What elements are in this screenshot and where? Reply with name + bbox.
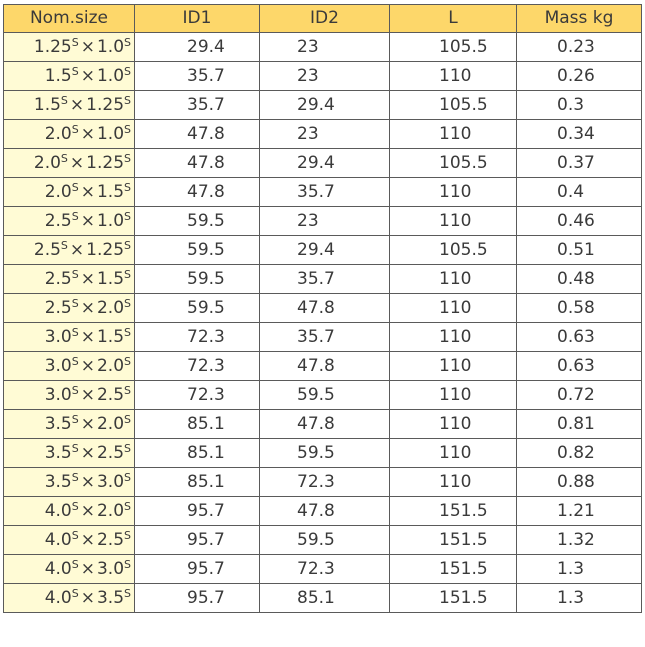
mass-cell: 0.81	[517, 410, 642, 439]
size-a-suffix: S	[71, 441, 79, 455]
id1-cell: 47.8	[135, 149, 260, 178]
nom-size-cell	[4, 584, 135, 613]
id2-cell: 35.7	[260, 265, 390, 294]
times-sign: ×	[69, 94, 85, 115]
nom-size-cell	[4, 236, 135, 265]
id1-cell: 72.3	[135, 323, 260, 352]
table-row	[4, 584, 642, 613]
size-a-suffix: S	[71, 470, 79, 484]
header-id1: ID1	[135, 5, 260, 33]
nom-size-cell	[4, 62, 135, 91]
nom-size-cell	[4, 323, 135, 352]
header-length: L	[390, 5, 517, 33]
nom-size-cell	[4, 294, 135, 323]
size-b: 2.5	[96, 384, 125, 405]
table-row	[4, 62, 642, 91]
size-a-suffix: S	[71, 180, 79, 194]
length-cell: 110	[390, 410, 517, 439]
id2-cell: 23	[260, 33, 390, 62]
times-sign: ×	[80, 587, 95, 608]
size-a: 1.5	[33, 94, 61, 115]
mass-cell: 0.72	[517, 381, 642, 410]
table-row	[4, 381, 642, 410]
times-sign: ×	[80, 413, 95, 434]
table-row	[4, 178, 642, 207]
size-b-suffix: S	[124, 412, 131, 426]
size-b: 2.0	[96, 297, 125, 318]
id2-cell: 72.3	[260, 468, 390, 497]
id2-cell: 35.7	[260, 323, 390, 352]
size-a-suffix: S	[71, 122, 79, 136]
size-a-suffix: S	[71, 586, 79, 600]
table-row	[4, 468, 642, 497]
id1-cell: 95.7	[135, 526, 260, 555]
length-cell: 110	[390, 381, 517, 410]
nom-size-cell	[4, 497, 135, 526]
nom-size-cell	[4, 178, 135, 207]
length-cell: 110	[390, 62, 517, 91]
size-a: 2.5	[44, 268, 72, 289]
length-cell: 110	[390, 178, 517, 207]
id2-cell: 47.8	[260, 294, 390, 323]
nom-size-cell	[4, 352, 135, 381]
size-b: 2.0	[96, 355, 125, 376]
size-b: 1.5	[96, 268, 125, 289]
size-a: 2.5	[33, 239, 61, 260]
size-a: 3.0	[44, 355, 72, 376]
size-b-suffix: S	[124, 93, 131, 107]
mass-cell: 1.32	[517, 526, 642, 555]
table-row	[4, 120, 642, 149]
size-a: 4.0	[44, 529, 72, 550]
id1-cell: 35.7	[135, 91, 260, 120]
times-sign: ×	[80, 500, 95, 521]
size-b-suffix: S	[124, 499, 131, 513]
id2-cell: 23	[260, 207, 390, 236]
times-sign: ×	[80, 529, 95, 550]
size-a-suffix: S	[71, 64, 79, 78]
mass-cell: 1.21	[517, 497, 642, 526]
table-row	[4, 33, 642, 62]
mass-cell: 0.46	[517, 207, 642, 236]
mass-cell: 0.37	[517, 149, 642, 178]
nom-size-cell	[4, 265, 135, 294]
id1-cell: 95.7	[135, 555, 260, 584]
size-b: 1.25	[86, 152, 125, 173]
mass-cell: 0.48	[517, 265, 642, 294]
table-row	[4, 265, 642, 294]
nom-size-cell	[4, 555, 135, 584]
size-a: 3.5	[44, 413, 72, 434]
size-a-suffix: S	[71, 383, 79, 397]
id1-cell: 35.7	[135, 62, 260, 91]
mass-cell: 0.4	[517, 178, 642, 207]
length-cell: 151.5	[390, 497, 517, 526]
size-b: 1.25	[86, 239, 125, 260]
header-nom-size: Nom.size	[4, 5, 135, 33]
id1-cell: 59.5	[135, 265, 260, 294]
id1-cell: 59.5	[135, 207, 260, 236]
size-a-suffix: S	[60, 151, 68, 165]
size-b-suffix: S	[124, 35, 131, 49]
table-row	[4, 555, 642, 584]
size-b-suffix: S	[124, 441, 131, 455]
mass-cell: 1.3	[517, 555, 642, 584]
id1-cell: 59.5	[135, 294, 260, 323]
id1-cell: 59.5	[135, 236, 260, 265]
header-id2: ID2	[260, 5, 390, 33]
size-a: 2.5	[44, 297, 72, 318]
length-cell: 105.5	[390, 236, 517, 265]
size-a: 4.0	[44, 500, 72, 521]
size-a-suffix: S	[71, 209, 79, 223]
id2-cell: 29.4	[260, 236, 390, 265]
mass-cell: 0.82	[517, 439, 642, 468]
size-b-suffix: S	[124, 470, 131, 484]
table-row	[4, 497, 642, 526]
size-b: 3.5	[96, 587, 125, 608]
size-a: 3.0	[44, 326, 72, 347]
times-sign: ×	[80, 355, 95, 376]
length-cell: 110	[390, 323, 517, 352]
size-b: 1.5	[96, 181, 125, 202]
id2-cell: 29.4	[260, 91, 390, 120]
length-cell: 110	[390, 352, 517, 381]
table-body	[4, 33, 642, 613]
nom-size-cell	[4, 207, 135, 236]
size-b: 3.0	[96, 558, 125, 579]
size-b-suffix: S	[124, 557, 131, 571]
id1-cell: 47.8	[135, 120, 260, 149]
table-row	[4, 207, 642, 236]
id1-cell: 29.4	[135, 33, 260, 62]
nom-size-cell	[4, 381, 135, 410]
mass-cell: 0.63	[517, 352, 642, 381]
nom-size-cell	[4, 120, 135, 149]
mass-cell: 1.3	[517, 584, 642, 613]
nom-size-cell	[4, 526, 135, 555]
size-a-suffix: S	[71, 325, 79, 339]
times-sign: ×	[80, 326, 95, 347]
length-cell: 110	[390, 207, 517, 236]
table-row	[4, 236, 642, 265]
id2-cell: 47.8	[260, 497, 390, 526]
times-sign: ×	[80, 384, 95, 405]
times-sign: ×	[80, 36, 95, 57]
length-cell: 105.5	[390, 149, 517, 178]
id2-cell: 85.1	[260, 584, 390, 613]
table-row	[4, 294, 642, 323]
size-b: 2.5	[96, 529, 125, 550]
length-cell: 105.5	[390, 33, 517, 62]
id1-cell: 72.3	[135, 381, 260, 410]
size-a-suffix: S	[71, 296, 79, 310]
id1-cell: 85.1	[135, 410, 260, 439]
size-b: 1.5	[96, 326, 125, 347]
length-cell: 110	[390, 468, 517, 497]
size-b-suffix: S	[124, 238, 131, 252]
size-b-suffix: S	[124, 528, 131, 542]
times-sign: ×	[80, 471, 95, 492]
length-cell: 110	[390, 294, 517, 323]
nom-size-cell	[4, 468, 135, 497]
nom-size-cell	[4, 149, 135, 178]
size-b-suffix: S	[124, 122, 131, 136]
size-a: 3.0	[44, 384, 72, 405]
size-b-suffix: S	[124, 354, 131, 368]
length-cell: 110	[390, 120, 517, 149]
size-a-suffix: S	[71, 557, 79, 571]
size-b-suffix: S	[124, 209, 131, 223]
length-cell: 105.5	[390, 91, 517, 120]
id2-cell: 59.5	[260, 381, 390, 410]
size-a-suffix: S	[71, 412, 79, 426]
size-a: 4.0	[44, 558, 72, 579]
mass-cell: 0.63	[517, 323, 642, 352]
size-a: 2.0	[44, 123, 72, 144]
size-b: 1.0	[96, 36, 125, 57]
size-b-suffix: S	[124, 586, 131, 600]
size-a: 3.5	[44, 471, 72, 492]
times-sign: ×	[80, 558, 95, 579]
times-sign: ×	[69, 239, 85, 260]
size-a-suffix: S	[71, 354, 79, 368]
size-b: 3.0	[96, 471, 125, 492]
id1-cell: 72.3	[135, 352, 260, 381]
length-cell: 110	[390, 265, 517, 294]
size-a: 4.0	[44, 587, 72, 608]
id1-cell: 85.1	[135, 439, 260, 468]
length-cell: 151.5	[390, 555, 517, 584]
id2-cell: 59.5	[260, 526, 390, 555]
id2-cell: 47.8	[260, 352, 390, 381]
size-a: 3.5	[44, 442, 72, 463]
size-b: 2.0	[96, 500, 125, 521]
times-sign: ×	[80, 181, 95, 202]
times-sign: ×	[80, 123, 95, 144]
size-a: 2.0	[44, 181, 72, 202]
id2-cell: 59.5	[260, 439, 390, 468]
times-sign: ×	[80, 297, 95, 318]
id2-cell: 23	[260, 62, 390, 91]
header-mass: Mass kg	[517, 5, 642, 33]
size-b: 1.0	[96, 210, 125, 231]
length-cell: 151.5	[390, 584, 517, 613]
size-a-suffix: S	[71, 528, 79, 542]
size-b-suffix: S	[124, 296, 131, 310]
id1-cell: 85.1	[135, 468, 260, 497]
size-a-suffix: S	[71, 35, 79, 49]
times-sign: ×	[69, 152, 85, 173]
id2-cell: 35.7	[260, 178, 390, 207]
table-row	[4, 439, 642, 468]
size-b: 2.0	[96, 413, 125, 434]
times-sign: ×	[80, 442, 95, 463]
size-a: 1.5	[44, 65, 72, 86]
id1-cell: 95.7	[135, 497, 260, 526]
mass-cell: 0.26	[517, 62, 642, 91]
size-b: 2.5	[96, 442, 125, 463]
size-a: 2.0	[33, 152, 61, 173]
size-a: 2.5	[44, 210, 72, 231]
size-b-suffix: S	[124, 383, 131, 397]
size-b-suffix: S	[124, 267, 131, 281]
id1-cell: 95.7	[135, 584, 260, 613]
nom-size-cell	[4, 91, 135, 120]
size-b: 1.25	[86, 94, 125, 115]
size-b: 1.0	[96, 123, 125, 144]
table-row	[4, 91, 642, 120]
size-a: 1.25	[33, 36, 72, 57]
size-a-suffix: S	[71, 499, 79, 513]
size-a-suffix: S	[60, 93, 68, 107]
id2-cell: 23	[260, 120, 390, 149]
id1-cell: 47.8	[135, 178, 260, 207]
size-b: 1.0	[96, 65, 125, 86]
table-row	[4, 323, 642, 352]
nom-size-cell	[4, 439, 135, 468]
length-cell: 110	[390, 439, 517, 468]
mass-cell: 0.58	[517, 294, 642, 323]
table-row	[4, 149, 642, 178]
length-cell: 151.5	[390, 526, 517, 555]
size-b-suffix: S	[124, 64, 131, 78]
mass-cell: 0.3	[517, 91, 642, 120]
id2-cell: 72.3	[260, 555, 390, 584]
table-header-row	[4, 5, 642, 33]
table-row	[4, 526, 642, 555]
size-a-suffix: S	[71, 267, 79, 281]
nom-size-cell	[4, 33, 135, 62]
id2-cell: 29.4	[260, 149, 390, 178]
times-sign: ×	[80, 65, 95, 86]
times-sign: ×	[80, 268, 95, 289]
size-b-suffix: S	[124, 325, 131, 339]
size-b-suffix: S	[124, 180, 131, 194]
size-a-suffix: S	[60, 238, 68, 252]
table-row	[4, 352, 642, 381]
size-b-suffix: S	[124, 151, 131, 165]
mass-cell: 0.51	[517, 236, 642, 265]
id2-cell: 47.8	[260, 410, 390, 439]
nom-size-cell	[4, 410, 135, 439]
reducer-spec-table	[3, 4, 642, 613]
mass-cell: 0.88	[517, 468, 642, 497]
mass-cell: 0.34	[517, 120, 642, 149]
table-row	[4, 410, 642, 439]
mass-cell: 0.23	[517, 33, 642, 62]
times-sign: ×	[80, 210, 95, 231]
